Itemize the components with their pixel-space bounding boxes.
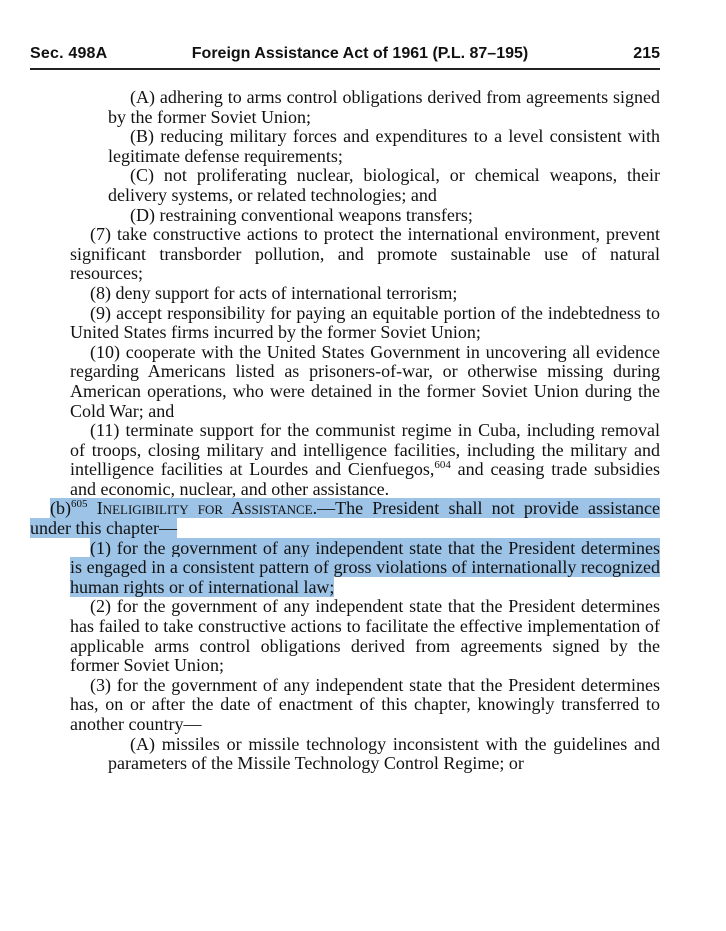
- subpara-a-A: (A) adhering to arms control obligations derived from agreements signed by the former Soviet Union;: [108, 87, 660, 127]
- page-number: 215: [633, 45, 660, 62]
- footnote-605: 605: [71, 498, 88, 511]
- para-10: (10) cooperate with the United States Government in uncovering all evidence regarding Americans listed as prisoners-of-war, or otherwise missing during American operations, who were detained in the former Soviet Union during the Cold War; and: [70, 341, 660, 421]
- para-b-3: (3) for the government of any independent state that the President determines has, on or after the date of enactment of this chapter, knowingly transferred to another country—: [70, 674, 660, 734]
- para-b-1: [0, 539, 726, 598]
- para-8: (8) deny support for acts of international terrorism;: [90, 282, 458, 303]
- para-9: (9) accept responsibility for paying an equitable portion of the indebtedness to United States firms incurred by the former Soviet Union;: [70, 302, 660, 343]
- section-number: Sec. 498A: [30, 45, 108, 62]
- subpara-a-B: (B) reducing military forces and expenditures to a level consistent with legitimate defense requirements;: [108, 126, 660, 166]
- footnote-604: 604: [434, 459, 451, 472]
- para-7: (7) take constructive actions to protect the international environment, prevent significant transborder pollution, and promote sustainable use of natural resources;: [70, 224, 660, 284]
- subsection-b-text: —The President shall not provide assistance under this chapter—: [30, 498, 661, 539]
- para-11-text: (11) terminate support for the communist regime in Cuba, including removal of troops, closing military and intelligence facilities, including the military and intelligence facilities at Lourdes and Cienfuegos,: [70, 420, 660, 480]
- subsection-b-heading: Ineligibility for Assistance.: [96, 498, 318, 519]
- statute-text: [0, 88, 726, 774]
- highlighted-text: (1) for the government of any independent state that the President determines is engaged in a consistent pattern of gross violations of internationally recognized human rights or of international law;: [70, 537, 660, 597]
- subsection-b-label: (b): [50, 498, 71, 519]
- subpara-a-D: (D) restraining conventional weapons transfers;: [130, 204, 473, 225]
- subpara-b-3-A: (A) missiles or missile technology inconsistent with the guidelines and parameters of the Missile Technology Control Regime; or: [108, 733, 660, 774]
- act-title: Foreign Assistance Act of 1961 (P.L. 87–195): [191, 45, 529, 62]
- running-header: [30, 42, 660, 68]
- subpara-a-C: (C) not proliferating nuclear, biological, or chemical weapons, their delivery systems, or related technologies; and: [108, 165, 660, 205]
- para-11-text-end: and ceasing trade subsidies and economic, nuclear, and other assistance.: [70, 459, 660, 499]
- header-rule: [30, 68, 660, 70]
- subsection-b: [0, 499, 726, 538]
- para-11: [0, 421, 726, 499]
- para-b-2: (2) for the government of any independent state that the President determines has failed to take constructive actions to facilitate the effective implementation of applicable arms control obligations derived from agreements signed by the former Soviet Union;: [70, 596, 660, 676]
- highlighted-text: [30, 498, 660, 538]
